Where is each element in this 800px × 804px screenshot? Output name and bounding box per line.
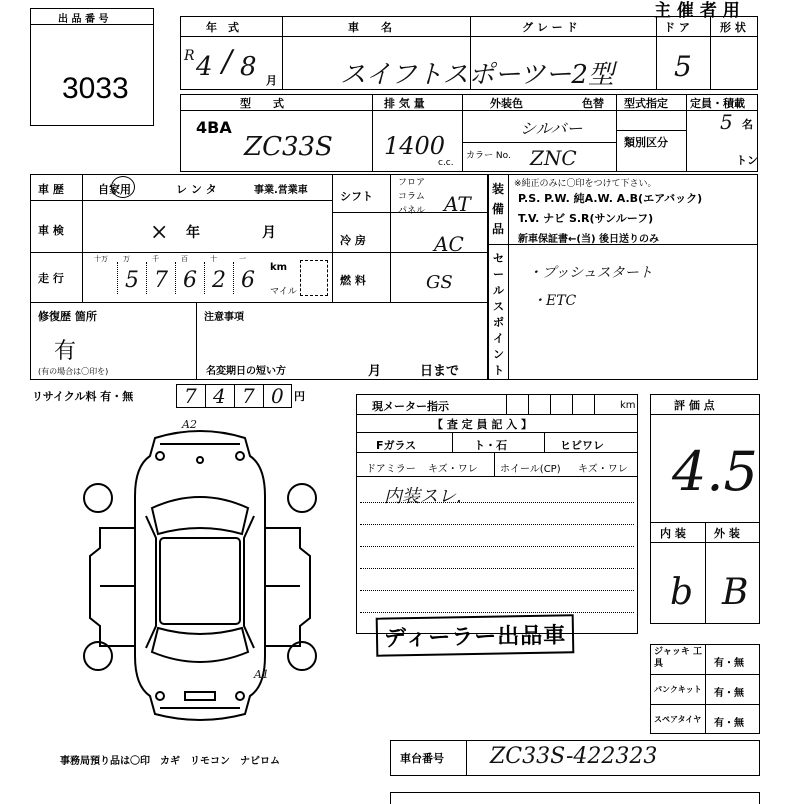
color-no-label: カラー No. — [466, 151, 511, 161]
glass-label: Fガラス — [376, 439, 417, 452]
jack-label: ジャッキ 工 具 — [654, 647, 702, 669]
name-change-label: 名変期日の短い方 — [206, 366, 286, 377]
divider — [205, 384, 206, 408]
mileage-digit: 7 — [154, 268, 168, 293]
divider — [705, 644, 706, 734]
sale-point-1: ・プッシュスタート — [528, 265, 653, 281]
exterior-score: B — [722, 572, 749, 613]
shift-panel: パネル — [398, 206, 426, 216]
spare-label: スペアタイヤ — [654, 715, 702, 724]
divider — [30, 200, 332, 201]
bottom-box — [390, 792, 760, 804]
mileage-digit-label: 万 — [123, 255, 130, 263]
inspection-value: × — [150, 220, 169, 245]
divider — [234, 384, 235, 408]
inspection-month-unit: 月 — [262, 225, 276, 241]
mileage-digit-label: 一 — [239, 255, 246, 263]
ac-value: AC — [434, 232, 464, 256]
category-label: 類別区分 — [624, 136, 668, 149]
fuel-label: 燃 料 — [340, 274, 366, 287]
divider — [686, 94, 687, 172]
sale-point-side-char: イ — [493, 332, 504, 345]
equipment-side-char: 備 — [492, 202, 505, 216]
equipment-side-char: 装 — [492, 182, 505, 196]
sale-point-side-char: ポ — [493, 316, 504, 329]
divider — [452, 432, 453, 452]
shift-label: シフト — [340, 190, 373, 203]
year-label: 年 式 — [206, 21, 239, 34]
interior-score: b — [670, 572, 694, 613]
meter-label: 現メーター指示 — [372, 400, 449, 413]
spare-yes-no: 有・無 — [714, 718, 744, 729]
comment-line — [360, 502, 634, 503]
name-change-month: 月 — [368, 364, 382, 379]
inspector-header: 【 査 定 員 記 入 】 — [432, 418, 532, 431]
mirror-options: キズ・ワレ — [428, 464, 478, 475]
registration-label: 車 歴 — [38, 183, 64, 196]
sale-point-side-char: ン — [493, 348, 504, 361]
divider — [650, 414, 760, 415]
warranty-note: 新車保証書←(当) 後日送りのみ — [518, 234, 660, 245]
interior-label: 内 装 — [660, 527, 686, 540]
model-value: ZC33S — [244, 132, 333, 162]
lot-number-label: 出 品 番 号 — [58, 14, 109, 25]
divider — [282, 16, 283, 90]
vehicle-name: スイフトスポーツー2型 — [340, 60, 614, 90]
equipment-side-char: 品 — [492, 222, 505, 236]
notes-label: 注意事項 — [204, 312, 244, 323]
damage-mark-rear: A1 — [254, 668, 269, 681]
rental-use: レ ン タ — [176, 183, 217, 196]
divider — [117, 262, 118, 294]
wheel-label: ホイール(CP) — [500, 464, 561, 475]
inspection-comment: 内装スレ. — [384, 486, 462, 507]
comment-line — [360, 546, 634, 547]
score-label: 評 価 点 — [674, 399, 715, 412]
cc-unit: c.c. — [438, 158, 454, 168]
divider — [263, 384, 264, 408]
repair-label: 修復歴 箇所 — [38, 310, 97, 323]
divider — [372, 94, 373, 172]
capacity-value: 5 — [720, 110, 733, 134]
month-value: 8 — [240, 52, 257, 82]
divider — [356, 452, 638, 453]
mileage-digit-label: 百 — [181, 255, 188, 263]
model-label: 型 式 — [240, 97, 284, 110]
doors-label: ド ア — [664, 21, 690, 34]
recycle-label: リサイクル料 有・無 — [32, 390, 134, 403]
fuel-value: GS — [426, 272, 453, 293]
lot-number: 3033 — [62, 72, 129, 105]
divider — [462, 94, 463, 172]
glass-stone: ト・石 — [474, 439, 507, 452]
repair-note: (有の場合は〇印を) — [38, 367, 109, 376]
divider — [175, 262, 176, 294]
office-note: 事務局預り品は〇印 カギ リモコン ナビロム — [60, 756, 280, 767]
capacity-label: 定員・積載 — [690, 97, 745, 110]
divider — [30, 252, 488, 253]
color-change-label: 色替 — [582, 97, 604, 110]
body-type-label: 形 状 — [720, 21, 746, 34]
recycle-digit: 7 — [242, 384, 255, 408]
meter-unit: km — [620, 400, 636, 411]
mileage-digit-label: 十万 — [94, 255, 108, 263]
glass-crack: ヒビワレ — [560, 439, 604, 452]
comment-line — [360, 612, 634, 613]
divider — [572, 394, 573, 414]
name-label: 車 名 — [348, 21, 392, 34]
divider — [616, 94, 617, 172]
puncture-label: パンクキット — [654, 685, 702, 694]
mileage-digit-label: 千 — [152, 255, 159, 263]
grade-label: グ レ ー ド — [522, 21, 578, 34]
sale-point-side-char: ス — [493, 300, 504, 313]
wheel-options: キズ・ワレ — [578, 464, 628, 475]
divider — [146, 262, 147, 294]
shift-column: コラム — [398, 192, 425, 202]
yen-unit: 円 — [294, 390, 305, 403]
divider — [180, 36, 758, 37]
divider — [233, 262, 234, 294]
km-unit: km — [270, 262, 288, 273]
jack-yes-no: 有・無 — [714, 658, 744, 669]
divider — [466, 740, 467, 776]
chassis-number: ZC33S-422323 — [490, 744, 658, 769]
divider — [196, 302, 197, 380]
shift-value: AT — [444, 192, 471, 216]
divider — [332, 174, 333, 302]
name-change-day: 日まで — [420, 364, 460, 379]
page-title: 主 催 者 用 — [654, 1, 740, 21]
mileage-digit: 5 — [125, 268, 139, 293]
divider — [494, 452, 495, 476]
model-prefix: 4BA — [196, 118, 232, 137]
divider — [30, 302, 488, 303]
divider — [616, 130, 686, 131]
divider — [705, 522, 706, 624]
sale-point-side-char: セ — [493, 252, 504, 265]
divider — [204, 262, 205, 294]
divider — [544, 432, 545, 452]
inspection-label: 車 検 — [38, 224, 64, 237]
divider — [356, 414, 638, 415]
car-diagram — [60, 416, 340, 736]
type-designation-label: 型式指定 — [624, 97, 668, 110]
divider — [528, 394, 529, 414]
equipment-line-2: T.V. ナビ S.R(サンルーフ) — [518, 212, 654, 225]
mileage-unit-box — [300, 260, 328, 296]
divider — [82, 174, 83, 302]
sale-point-side-char: ー — [493, 268, 504, 281]
comment-line — [360, 590, 634, 591]
shift-floor: フロア — [398, 178, 426, 188]
ac-label: 冷 房 — [340, 234, 366, 247]
inspection-year-unit: 年 — [186, 225, 200, 241]
comment-line — [360, 568, 634, 569]
divider — [508, 174, 509, 380]
year-value: 4 — [196, 52, 213, 82]
sale-point-side-char: ル — [493, 284, 504, 297]
divider — [506, 394, 507, 414]
mileage-digit: 6 — [183, 268, 197, 293]
doors-value: 5 — [674, 50, 692, 83]
recycle-digit: 0 — [271, 384, 284, 408]
divider — [710, 16, 711, 90]
capacity-unit: 名 — [742, 118, 753, 131]
divider — [390, 174, 391, 302]
equipment-note: ※純正のみに〇印をつけて下さい。 — [514, 179, 657, 189]
sale-point-side-char: ト — [493, 364, 504, 377]
mirror-label: ドアミラー — [366, 464, 416, 475]
business-use: 事業.営業車 — [254, 185, 308, 196]
divider — [356, 476, 638, 477]
damage-mark-front: A2 — [182, 418, 197, 431]
displacement-label: 排 気 量 — [384, 97, 425, 110]
equipment-line-1: P.S. P.W. 純A.W. A.B(エアバック) — [518, 192, 703, 205]
mileage-digit-label: 十 — [210, 255, 217, 263]
score-value: 4.5 — [672, 440, 758, 503]
mileage-label: 走 行 — [38, 272, 64, 285]
repair-value: 有 — [54, 339, 77, 364]
month-suffix: 月 — [266, 74, 277, 87]
exterior-color-value: シルバー — [520, 119, 583, 138]
displacement-value: 1400 — [384, 132, 446, 160]
divider — [550, 394, 551, 414]
recycle-digit: 7 — [184, 384, 197, 408]
comment-line — [360, 524, 634, 525]
mileage-digit: 2 — [212, 268, 226, 293]
sale-point-2: ・ETC — [532, 293, 577, 309]
dealer-stamp: ディーラー出品車 — [376, 614, 575, 656]
year-prefix: R — [184, 48, 195, 64]
ton-unit: トン — [736, 154, 758, 167]
divider — [656, 16, 657, 90]
lot-number-box — [30, 8, 154, 126]
puncture-yes-no: 有・無 — [714, 688, 744, 699]
divider — [462, 142, 616, 143]
miles-unit: マイル — [270, 287, 297, 297]
recycle-digit: 4 — [213, 384, 226, 408]
divider — [356, 432, 638, 433]
exterior-label: 外 装 — [714, 527, 740, 540]
chassis-label: 車台番号 — [400, 752, 444, 765]
exterior-color-label: 外装色 — [490, 97, 523, 110]
divider — [594, 394, 595, 414]
circle-mark — [111, 176, 135, 198]
color-no-value: ZNC — [530, 146, 577, 170]
mileage-digit: 6 — [241, 268, 255, 293]
private-use: 自家用 — [98, 183, 131, 196]
